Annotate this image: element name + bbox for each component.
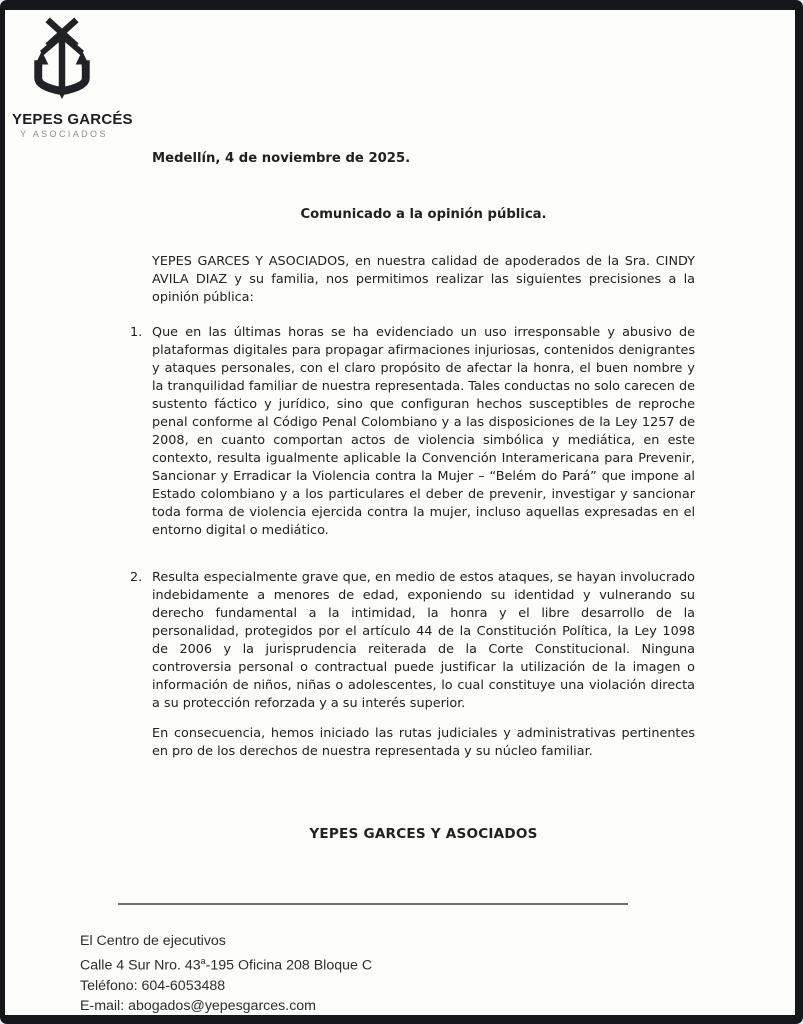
footer-separator-line: [118, 903, 628, 905]
item-number: 2.: [130, 570, 143, 585]
signature-firm-name: YEPES GARCES Y ASOCIADOS: [309, 826, 538, 842]
numbered-item-2: [130, 569, 695, 713]
intro-paragraph: YEPES GARCES Y ASOCIADOS, en nuestra calidad de apoderados de la Sra. CINDY AVILA DIAZ y su familia, nos permitimos realizar las siguientes precisiones a la opinión pública:: [152, 254, 695, 305]
footer-address: Calle 4 Sur Nro. 43$^a$-195 Oficina 208 Bloque C: [80, 956, 373, 974]
item-text: Resulta especialmente grave que, en medio de estos ataques, se hayan involucrado indebidamente a menores de edad, exponiendo su identidad y vulnerando su derecho fundamental a la intimidad, la honra y el libre desarrollo de la personalidad, protegidos por el artículo 44 de la Constitución Política, la Ley 1098 de 2006 y la jurisprudencia reiterada de la Corte Constitucional. Ninguna controversia personal o contractual puede justificar la utilización de la imagen o información de niños, niñas o adolescentes, lo cual constituye una violación directa a su protección reforzada y a su interés superior.: [152, 570, 695, 711]
numbered-item-1: [130, 324, 695, 540]
item-number: 1.: [130, 325, 143, 340]
letter-body: [130, 150, 695, 843]
firm-logo: [12, 16, 132, 139]
closing-paragraph: En consecuencia, hemos iniciado las rutas judiciales y administrativas pertinentes en pro de los derechos de nuestra representada y su núcleo familiar.: [152, 726, 695, 759]
anchor-scales-icon: [26, 16, 98, 108]
document-title: Comunicado a la opinión pública.: [300, 207, 547, 222]
ordinal-superscript: a: [200, 956, 206, 966]
logo-firm-name: YEPES GARCÉS: [12, 111, 133, 128]
logo-firm-subtitle: Y ASOCIADOS: [20, 129, 108, 139]
date-line: Medellín, 4 de noviembre de 2025.: [152, 151, 411, 166]
footer-email: E-mail: abogados@yepesgarces.com: [80, 997, 316, 1014]
footer-contact-block: [80, 931, 372, 1016]
footer-building: El Centro de ejecutivos: [80, 933, 226, 949]
item-text: Que en las últimas horas se ha evidenciado un uso irresponsable y abusivo de plataformas digitales para propagar afirmaciones injuriosas, contenidos denigrantes y ataques personales, con el claro propósito de afectar la honra, el buen nombre y la tranquilidad familiar de nuestra representada. Tales conductas no solo carecen de sustento fáctico y jurídico, sino que configuran hechos susceptibles de reproche penal conforme al Código Penal Colombiano y a las disposiciones de la Ley 1257 de 2008, en cuanto comportan actos de violencia simbólica y mediática, en este contexto, resulta igualmente aplicable la Convención Interamericana para Prevenir, Sancionar y Erradicar la Violencia contra la Mujer – “Belém do Pará” que impone al Estado colombiano y a los particulares el deber de prevenir, investigar y sancionar toda forma de violencia ejercida contra la mujer, incluso aquellas expresadas en el entorno digital o mediático.: [152, 325, 695, 538]
footer-phone: Teléfono: 604-6053488: [80, 977, 226, 994]
